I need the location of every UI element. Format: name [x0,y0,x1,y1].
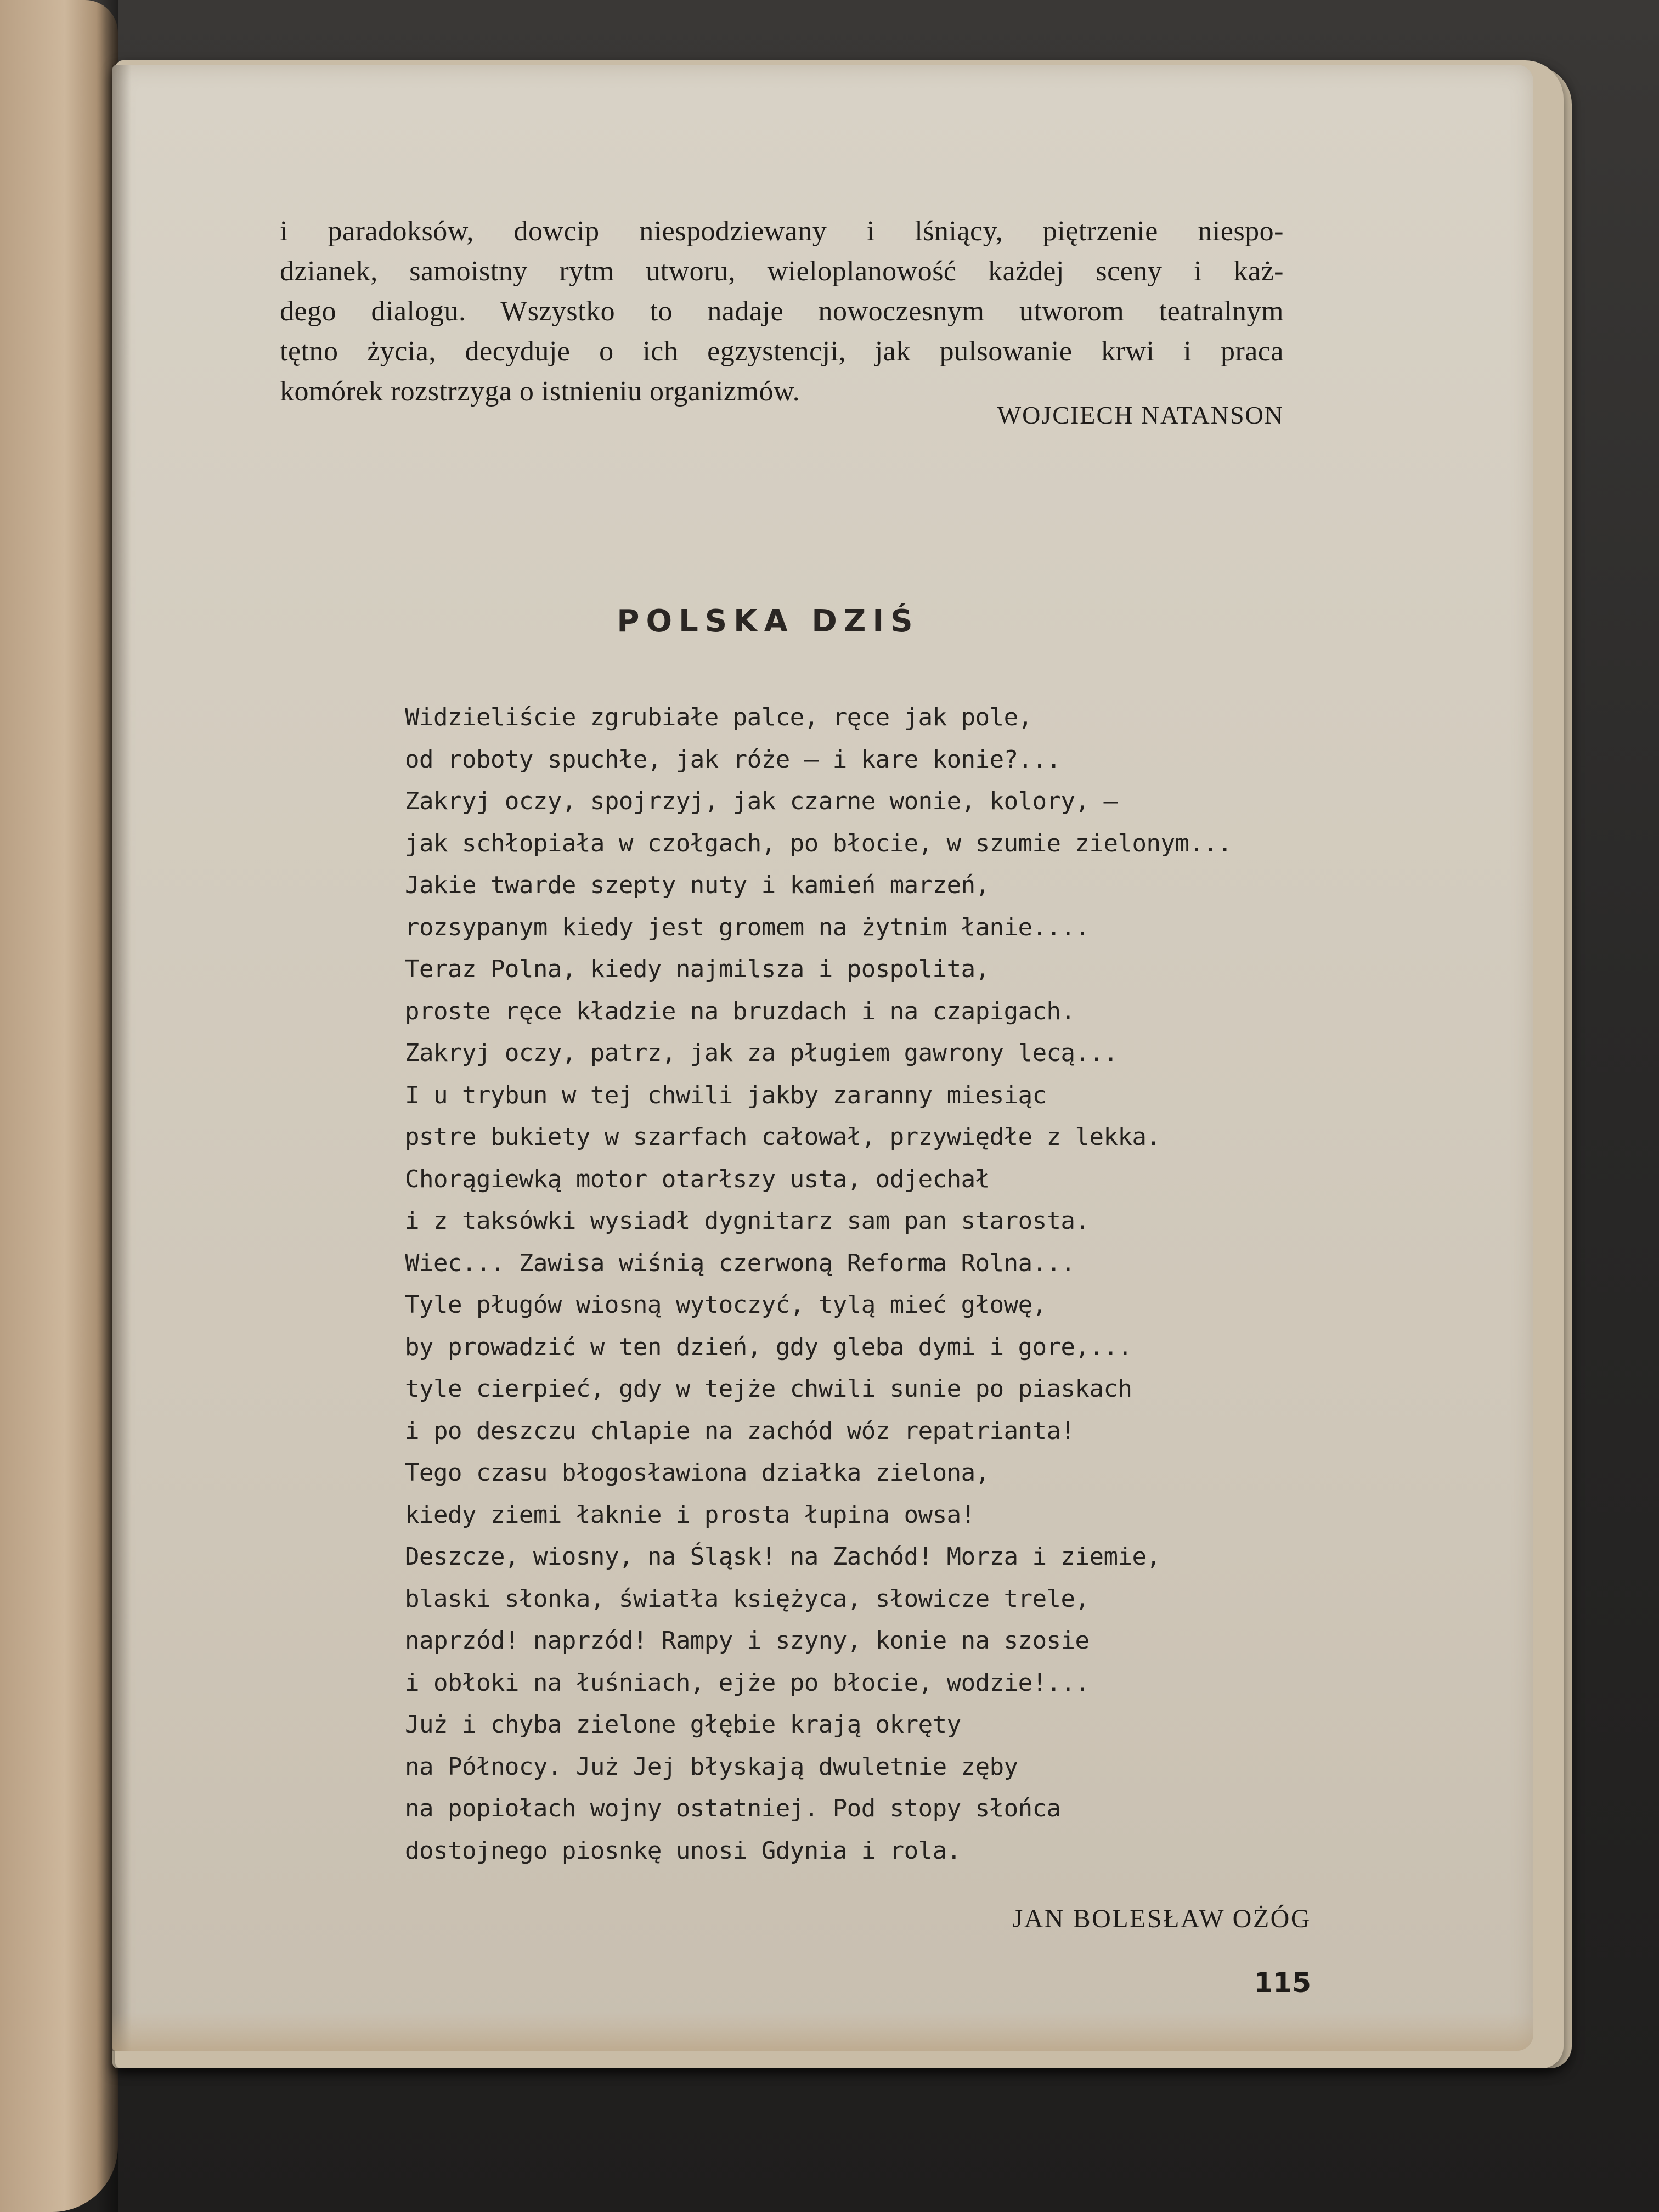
poem-verse: proste ręce kładzie na bruzdach i na czapigach. [405,997,1075,1025]
poem-verse: na Północy. Już Jej błyskają dwuletnie zęby [405,1752,1018,1781]
poem-verse: i obłoki na łuśniach, ejże po błocie, wodzie!... [405,1668,1090,1697]
poem-verse: naprzód! naprzód! Rampy i szyny, konie na szosie [405,1627,1090,1655]
poem-title: POLSKA DZIŚ [617,603,919,639]
poem-verse: by prowadzić w ten dzień, gdy gleba dymi i gore,... [405,1333,1132,1361]
poem-verse: i po deszczu chlapie na zachód wóz repatrianta! [405,1417,1075,1445]
poem-verse: blaski słonka, światła księżyca, słowicze trele, [405,1584,1090,1613]
poem-verse: Jakie twarde szepty nuty i kamień marzeń, [405,871,990,899]
essay-excerpt [280,211,1284,411]
poem-verse: Zakryj oczy, spojrzyj, jak czarne wonie, kolory, — [405,787,1118,815]
poem-verse: jak schłopiała w czołgach, po błocie, w szumie zielonym... [405,829,1232,857]
poem-verse: Chorągiewką motor otarłszy usta, odjechał [405,1165,990,1193]
poem-verse: Już i chyba zielone głębie krają okręty [405,1711,961,1739]
poem-verse: Deszcze, wiosny, na Śląsk! na Zachód! Morza i ziemie, [405,1543,1161,1571]
poem-verse: Tego czasu błogosławiona działka zielona, [405,1459,990,1487]
poem-verse: I u trybun w tej chwili jakby zaranny miesiąc [405,1081,1047,1109]
page-number: 115 [1254,1967,1311,1999]
poem-verse: Widzieliście zgrubiałe palce, ręce jak pole, [405,703,1032,731]
prose-line: komórek rozstrzyga o istnieniu organizmów. [280,376,800,407]
essay-author: WOJCIECH NATANSON [997,401,1284,429]
poem-verse: kiedy ziemi łaknie i prosta łupina owsa! [405,1500,975,1529]
poem-verse: rozsypanym kiedy jest gromem na żytnim łanie.... [405,913,1090,941]
poem-author: JAN BOLESŁAW OŻÓG [1012,1904,1311,1933]
poem-verse: na popiołach wojny ostatniej. Pod stopy słońca [405,1795,1061,1822]
prose-line: i paradoksów, dowcip niespodziewany i lśniący, piętrzenie niespo- [280,216,1284,247]
poem-verse: pstre bukiety w szarfach całował, przywiędłe z lekka. [405,1123,1161,1151]
page-fold-shadow [112,65,131,2051]
poem-verse: od roboty spuchłe, jak róże — i kare konie?... [405,745,1061,774]
poem-verse: Wiec... Zawisa wiśnią czerwoną Reforma Rolna... [405,1249,1075,1277]
poem-verse: Zakryj oczy, patrz, jak za pługiem gawrony lecą... [405,1039,1118,1067]
prose-line: dego dialogu. Wszystko to nadaje nowoczesnym utworom teatralnym [280,296,1284,327]
previous-page-edge [0,0,118,2212]
poem-body [405,697,1232,1872]
poem-verse: Tyle pługów wiosną wytoczyć, tylą mieć głowę, [405,1291,1047,1319]
poem-verse: tyle cierpieć, gdy w tejże chwili sunie po piaskach [405,1375,1132,1403]
page-bottom-wear [112,2012,1533,2051]
poem-verse: dostojnego piosnkę unosi Gdynia i rola. [405,1836,961,1865]
prose-line: tętno życia, decyduje o ich egzystencji, jak pulsowanie krwi i praca [280,336,1284,367]
prose-line: dzianek, samoistny rytm utworu, wieloplanowość każdej sceny i każ- [280,256,1284,287]
poem-verse: i z taksówki wysiadł dygnitarz sam pan starosta. [405,1207,1090,1235]
poem-verse: Teraz Polna, kiedy najmilsza i pospolita, [405,955,990,983]
